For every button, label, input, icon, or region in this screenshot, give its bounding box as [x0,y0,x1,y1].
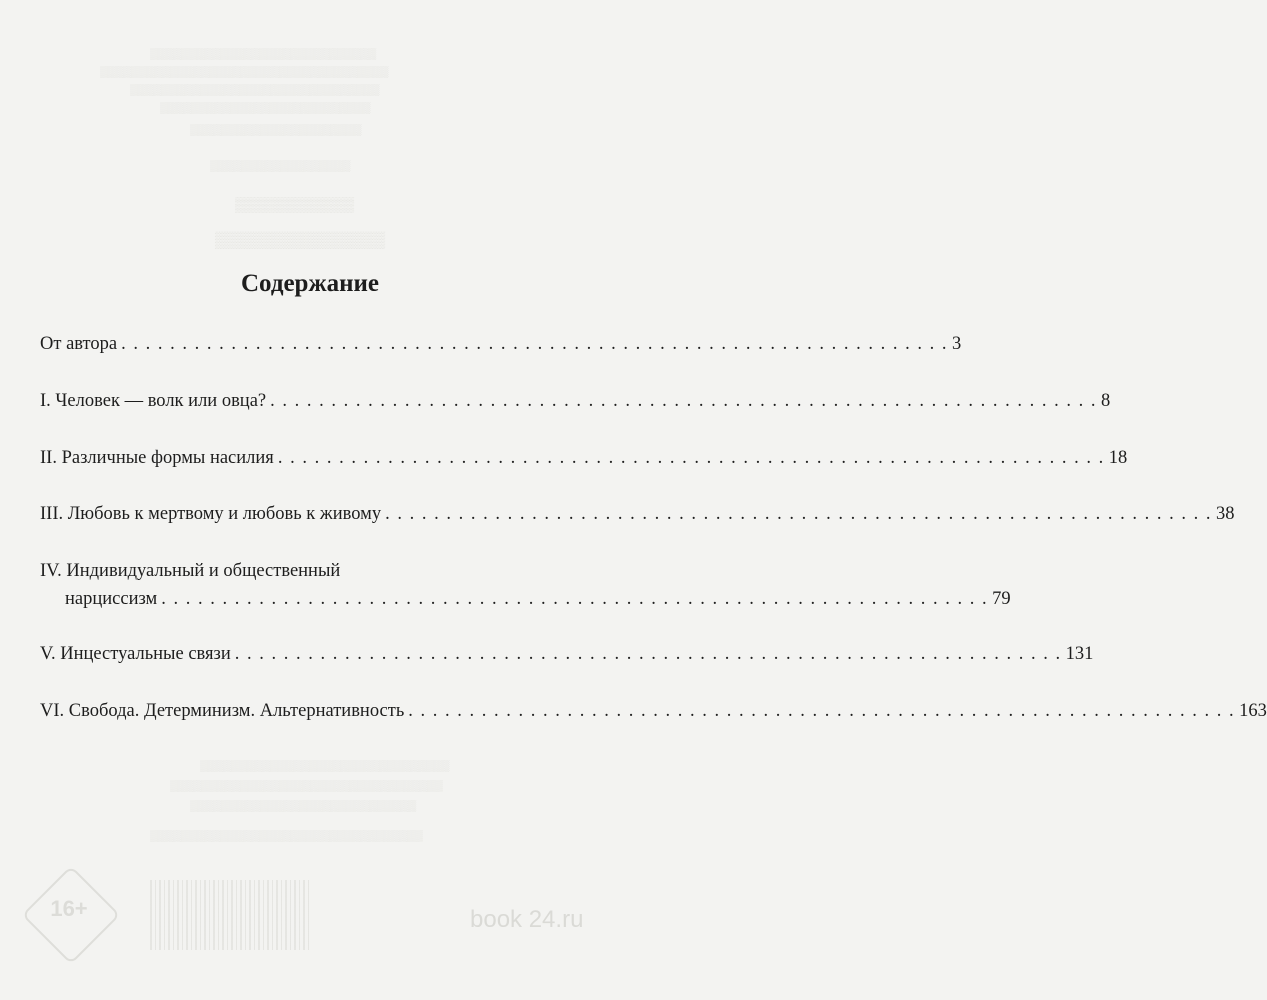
dot-leader: . . . . . . . . . . . . . . . . . . . . . . . . . . . . . . . . . . . . . . . . . . . . . . . . . . . . . . . . . . . . . . . . . . . . [270,391,1098,411]
toc-entry [40,637,1094,667]
toc-entry [40,694,1267,724]
show-through-text: ▒▒▒▒▒▒▒▒▒▒▒▒▒▒▒▒▒▒▒▒▒▒▒▒▒▒▒▒▒▒▒▒ [130,84,380,96]
toc-entry [40,327,962,357]
toc-entry-title: III. Любовь к мертвому и любовь к живому [40,504,382,524]
toc-entry-title: II. Различные формы насилия [40,448,274,468]
toc-entry-page: 18 [1108,448,1128,468]
show-through-text: ▒▒▒▒▒▒▒▒▒▒▒▒ [235,196,355,212]
show-through-text: ▒▒▒▒▒▒▒▒▒▒▒▒▒▒▒▒▒▒ [210,160,351,172]
toc-entry-title: VI. Свобода. Детерминизм. Альтернативность [40,701,405,721]
show-through-text: ▒▒▒▒▒▒▒▒▒▒▒▒▒▒▒▒▒▒▒▒▒▒ [190,124,362,136]
toc-entry-title: IV. Индивидуальный и общественный [40,561,341,581]
toc-entry-title: V. Инцестуальные связи [40,644,231,664]
dot-leader: . . . . . . . . . . . . . . . . . . . . . . . . . . . . . . . . . . . . . . . . . . . . . . . . . . . . . . . . . . . . . . . . . . . . [161,589,989,609]
show-through-text: ▒▒▒▒▒▒▒▒▒▒▒▒▒▒▒▒▒▒▒▒▒▒▒▒▒▒▒ [160,102,371,114]
show-through-text: ▒▒▒▒▒▒▒▒▒▒▒▒▒▒▒▒▒▒▒▒▒▒▒▒▒▒▒▒▒▒▒▒ [200,760,450,772]
age-rating-mark: 16+ [50,896,88,921]
page-title: Содержание [240,270,379,297]
toc-entry [40,497,1235,527]
dot-leader: . . . . . . . . . . . . . . . . . . . . . . . . . . . . . . . . . . . . . . . . . . . . . . . . . . . . . . . . . . . . . . . . . . . . [408,701,1236,721]
toc-entry-page: 163 [1239,701,1267,721]
toc-entry-title: От автора [40,334,118,354]
dot-leader: . . . . . . . . . . . . . . . . . . . . . . . . . . . . . . . . . . . . . . . . . . . . . . . . . . . . . . . . . . . . . . . . . . . . [234,644,1062,664]
show-through-text: ▒▒▒▒▒▒▒▒▒▒▒▒▒▒▒▒▒▒▒▒▒▒▒▒▒▒▒▒▒ [190,800,417,812]
dot-leader: . . . . . . . . . . . . . . . . . . . . . . . . . . . . . . . . . . . . . . . . . . . . . . . . . . . . . . . . . . . . . . . . . . . . [385,504,1212,524]
show-through-text: ▒▒▒▒▒▒▒▒▒▒▒▒▒▒▒▒▒▒▒▒▒▒▒▒▒▒▒▒▒▒▒▒▒▒▒ [170,780,443,792]
toc-entry [40,384,1111,414]
toc-entry-first-line [40,554,552,584]
show-through-text: ▒▒▒▒▒▒▒▒▒▒▒▒▒▒▒ [215,232,386,249]
toc-entry-title: I. Человек — волк или овца? [40,391,267,411]
show-through-text: ▒▒▒▒▒▒▒▒▒▒▒▒▒▒▒▒▒▒▒▒▒▒▒▒▒▒▒▒▒▒▒▒▒▒▒ [150,830,423,842]
dot-leader: . . . . . . . . . . . . . . . . . . . . . . . . . . . . . . . . . . . . . . . . . . . . . . . . . . . . . . . . . . . . . . . . . . . . [277,448,1105,468]
toc-entry [40,441,1128,471]
dot-leader: . . . . . . . . . . . . . . . . . . . . . . . . . . . . . . . . . . . . . . . . . . . . . . . . . . . . . . . . . . . . . . . . . . . . [121,334,948,354]
toc-entry-page: 131 [1065,644,1094,664]
show-through-text: ▒▒▒▒▒▒▒▒▒▒▒▒▒▒▒▒▒▒▒▒▒▒▒▒▒▒▒▒▒▒▒▒▒▒▒▒▒ [100,66,389,78]
toc-entry-page: 8 [1101,391,1111,411]
toc-entry-title-continued: нарциссизм [65,589,158,609]
toc-entry-page: 3 [951,334,962,354]
show-through-text: ▒▒▒▒▒▒▒▒▒▒▒▒▒▒▒▒▒▒▒▒▒▒▒▒▒▒▒▒▒ [150,48,377,60]
toc-entry-page: 38 [1215,504,1235,524]
toc-entry [40,582,1011,612]
publisher-logo-mark: book 24.ru [470,906,584,933]
barcode-show-through [150,880,310,950]
toc-entry-page: 79 [992,589,1011,609]
